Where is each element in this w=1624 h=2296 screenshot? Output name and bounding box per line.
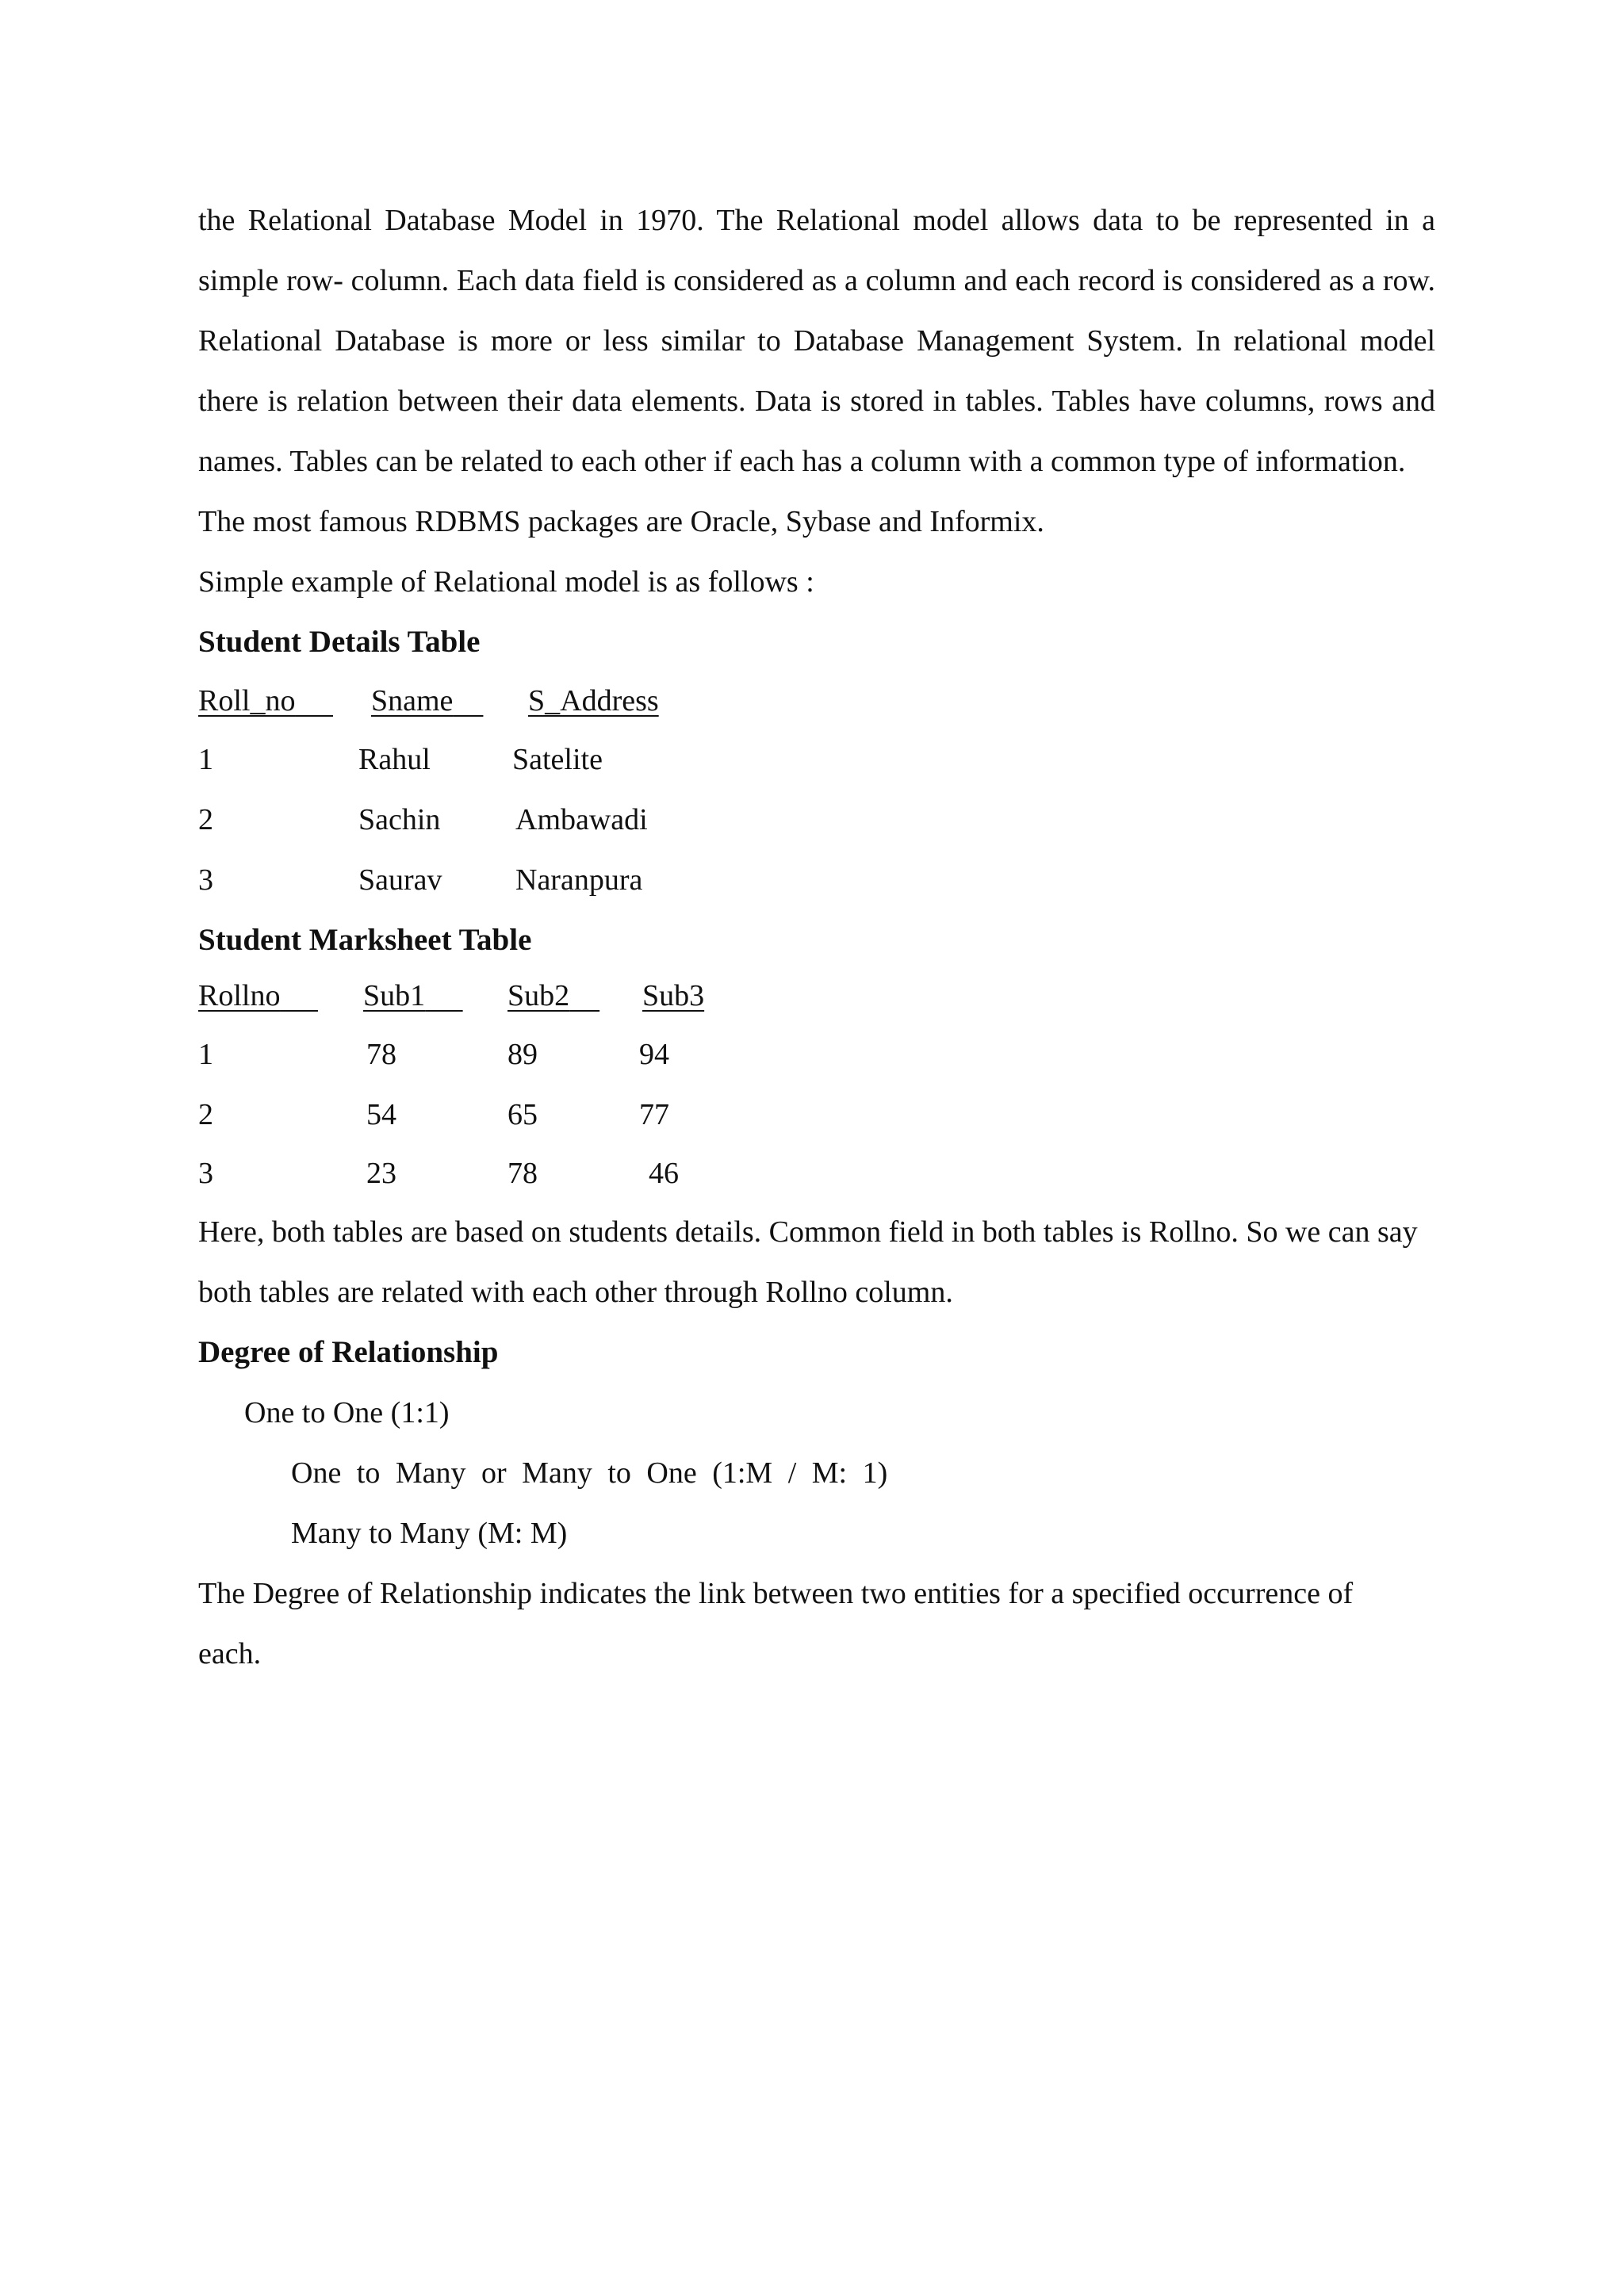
cell-s-address: Satelite: [512, 743, 603, 776]
degree-item-one-to-many: One to Many or Many to One (1:M / M: 1): [291, 1456, 888, 1490]
header-roll-no: Roll_no: [198, 684, 296, 718]
cell-roll-no: 2: [198, 803, 213, 836]
common-field-line-2: both tables are related with each other through Rollno column.: [198, 1276, 953, 1309]
table-row: [198, 1085, 1435, 1145]
cell-sub3: 77: [639, 1098, 669, 1131]
closing-line-2: each.: [198, 1637, 262, 1670]
cell-roll-no: 3: [198, 863, 213, 897]
cell-sub3: 46: [649, 1157, 679, 1190]
cell-s-address: Naranpura: [515, 863, 643, 897]
intro-last-line: The most famous RDBMS packages are Oracle, Sybase and Informix.: [198, 505, 1044, 538]
table-row: [198, 790, 1435, 850]
intro-paragraph: the Relational Database Model in 1970. The Relational model allows data to be represented in a simple row- column. Each data field is considered as a column and each record is considered as a row. Relational Database is more or less similar to Database Management System. In relational model there is relation between their data elements. Data is stored in tables. Tables have columns, rows and names. Tables can be related to each other if each has a column with a common type of information.: [198, 204, 1435, 478]
cell-rollno: 1: [198, 1038, 213, 1071]
cell-rollno: 2: [198, 1098, 213, 1131]
cell-sub1: 23: [366, 1157, 396, 1190]
student-details-header-row: [198, 672, 1435, 729]
table-row: [198, 729, 1435, 790]
table-row: [198, 850, 1435, 910]
header-sub2: Sub2: [508, 979, 570, 1012]
cell-rollno: 3: [198, 1157, 213, 1190]
common-field-line-1: Here, both tables are based on students details. Common field in both tables is Rollno. So we can say: [198, 1215, 1418, 1249]
header-sub1: Sub1: [363, 979, 426, 1012]
header-sub3: Sub3: [642, 979, 705, 1012]
closing-line-1: The Degree of Relationship indicates the link between two entities for a specified occurrence of: [198, 1577, 1354, 1610]
cell-sub1: 78: [366, 1038, 396, 1071]
header-s-address: S_Address: [528, 684, 659, 718]
degree-item-many-to-many: Many to Many (M: M): [291, 1517, 568, 1550]
cell-sub2: 65: [508, 1098, 538, 1131]
student-marksheet-header-row: [198, 967, 1435, 1024]
example-line: Simple example of Relational model is as follows :: [198, 565, 814, 599]
cell-s-address: Ambawadi: [515, 803, 648, 836]
cell-sub1: 54: [366, 1098, 396, 1131]
cell-sname: Saurav: [358, 863, 442, 897]
cell-sub2: 78: [508, 1157, 538, 1190]
cell-roll-no: 1: [198, 743, 213, 776]
cell-sname: Sachin: [358, 803, 441, 836]
cell-sub2: 89: [508, 1038, 538, 1071]
degree-item-one-to-one: One to One (1:1): [244, 1396, 450, 1429]
cell-sname: Rahul: [358, 743, 431, 776]
student-marksheet-title: Student Marksheet Table: [198, 923, 532, 957]
table-row: [198, 1024, 1435, 1085]
document-page: [198, 190, 1435, 1684]
degree-title: Degree of Relationship: [198, 1335, 499, 1369]
student-details-title: Student Details Table: [198, 625, 481, 659]
table-row: [198, 1145, 1435, 1202]
header-rollno: Rollno: [198, 979, 281, 1012]
cell-sub3: 94: [639, 1038, 669, 1071]
header-sname: Sname: [371, 684, 454, 718]
